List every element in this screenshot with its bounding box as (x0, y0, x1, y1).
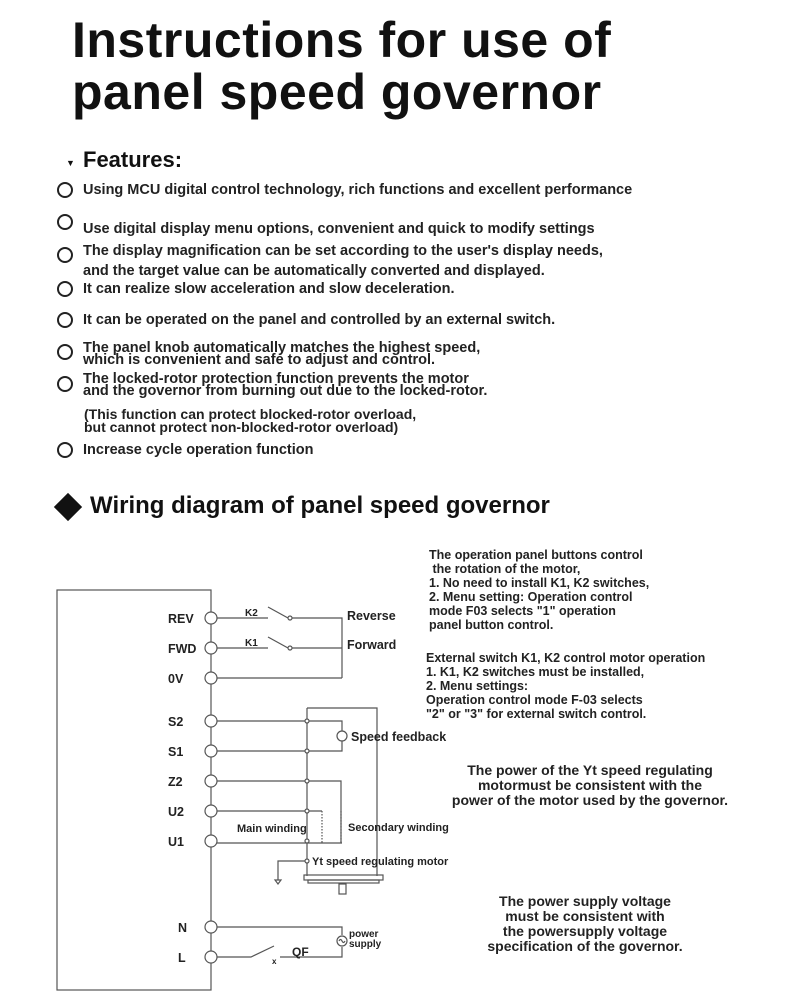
note-line: panel button control. (429, 618, 554, 632)
terminal-s2 (205, 715, 217, 727)
label-supply: supply (349, 939, 382, 950)
label-u1: U1 (168, 835, 184, 849)
note-line: The operation panel buttons control (429, 548, 643, 562)
note-line: the powersupply voltage (502, 923, 668, 939)
terminal-u2 (205, 805, 217, 817)
note-line: 1. No need to install K1, K2 switches, (429, 576, 650, 590)
note-line: but cannot protect non-blocked-rotor overload) (84, 419, 399, 435)
label-n: N (178, 921, 188, 935)
feature-text: and the governor from burning out due to the locked-rotor. (83, 383, 488, 399)
wires (217, 607, 383, 957)
terminal-l (205, 951, 217, 963)
terminal-n (205, 921, 217, 933)
wiring-heading: Wiring diagram of panel speed governor (90, 492, 550, 519)
terminal-0v (205, 672, 217, 684)
terminal-z2 (205, 775, 217, 787)
note-line: power of the motor used by the governor. (451, 792, 729, 808)
label-main-winding: Main winding (237, 823, 307, 835)
label-x: x (272, 957, 277, 966)
note-line: The power supply voltage (499, 893, 671, 909)
label-power: power (349, 929, 379, 940)
label-secondary-winding: Secondary winding (348, 822, 449, 834)
note-line: 2. Menu setting: Operation control (429, 590, 633, 604)
note-line: Operation control mode F-03 selects (426, 693, 643, 707)
speed-feedback-icon (337, 731, 347, 741)
title-line-1: Instructions for use of (72, 12, 612, 68)
label-s2: S2 (168, 715, 184, 729)
label-l: L (178, 951, 186, 965)
label-forward: Forward (347, 638, 397, 652)
terminal-fwd (205, 642, 217, 654)
terminal-u1 (205, 835, 217, 847)
feature-text: which is convenient and safe to adjust and control. (83, 352, 436, 368)
title-line-2: panel speed governor (72, 64, 602, 120)
motor-base (304, 875, 383, 880)
note-line: "2" or "3" for external switch control. (426, 707, 647, 721)
feature-text: Increase cycle operation function (83, 442, 314, 458)
feature-text: It can realize slow acceleration and slow deceleration. (83, 281, 455, 297)
label-qf: QF (292, 945, 309, 959)
label-z2: Z2 (168, 775, 183, 789)
feature-text: It can be operated on the panel and controlled by an external switch. (83, 312, 556, 328)
feature-text: The locked-rotor protection function prevents the motor (83, 371, 469, 387)
note-line: specification of the governor. (487, 938, 683, 954)
feature-text: Use digital display menu options, convenient and quick to modify settings (83, 221, 595, 237)
note-line: mode F03 selects "1" operation (429, 604, 616, 618)
label-s1: S1 (168, 745, 184, 759)
note-line: 2. Menu settings: (426, 679, 529, 693)
note-line: External switch K1, K2 control motor operation (426, 651, 706, 665)
label-fwd: FWD (168, 642, 197, 656)
motor-shaft (339, 884, 346, 894)
caret-icon: ▼ (66, 158, 75, 168)
note-line: motormust be consistent with the (477, 777, 702, 793)
label-speed-feedback: Speed feedback (351, 730, 447, 744)
note-line: must be consistent with (505, 908, 665, 924)
note-line: 1. K1, K2 switches must be installed, (426, 665, 645, 679)
terminal-rev (205, 612, 217, 624)
label-u2: U2 (168, 805, 184, 819)
note-line: the rotation of the motor, (429, 562, 581, 576)
label-k2: K2 (245, 608, 258, 619)
feature-text: The display magnification can be set according to the user's display needs, (83, 243, 603, 259)
feature-text: and the target value can be automatically converted and displayed. (83, 263, 545, 279)
features-heading: Features: (83, 147, 183, 172)
terminal-s1 (205, 745, 217, 757)
note-line: (This function can protect blocked-rotor overload, (84, 406, 417, 422)
label-rev: REV (168, 612, 194, 626)
label-reverse: Reverse (347, 609, 396, 623)
label-k1: K1 (245, 638, 258, 649)
label-motor: Yt speed regulating motor (312, 856, 449, 868)
note-line: The power of the Yt speed regulating (467, 762, 713, 778)
feature-text: Using MCU digital control technology, rich functions and excellent performance (83, 182, 633, 198)
feature-text: The panel knob automatically matches the highest speed, (83, 340, 481, 356)
label-0v: 0V (168, 672, 184, 686)
